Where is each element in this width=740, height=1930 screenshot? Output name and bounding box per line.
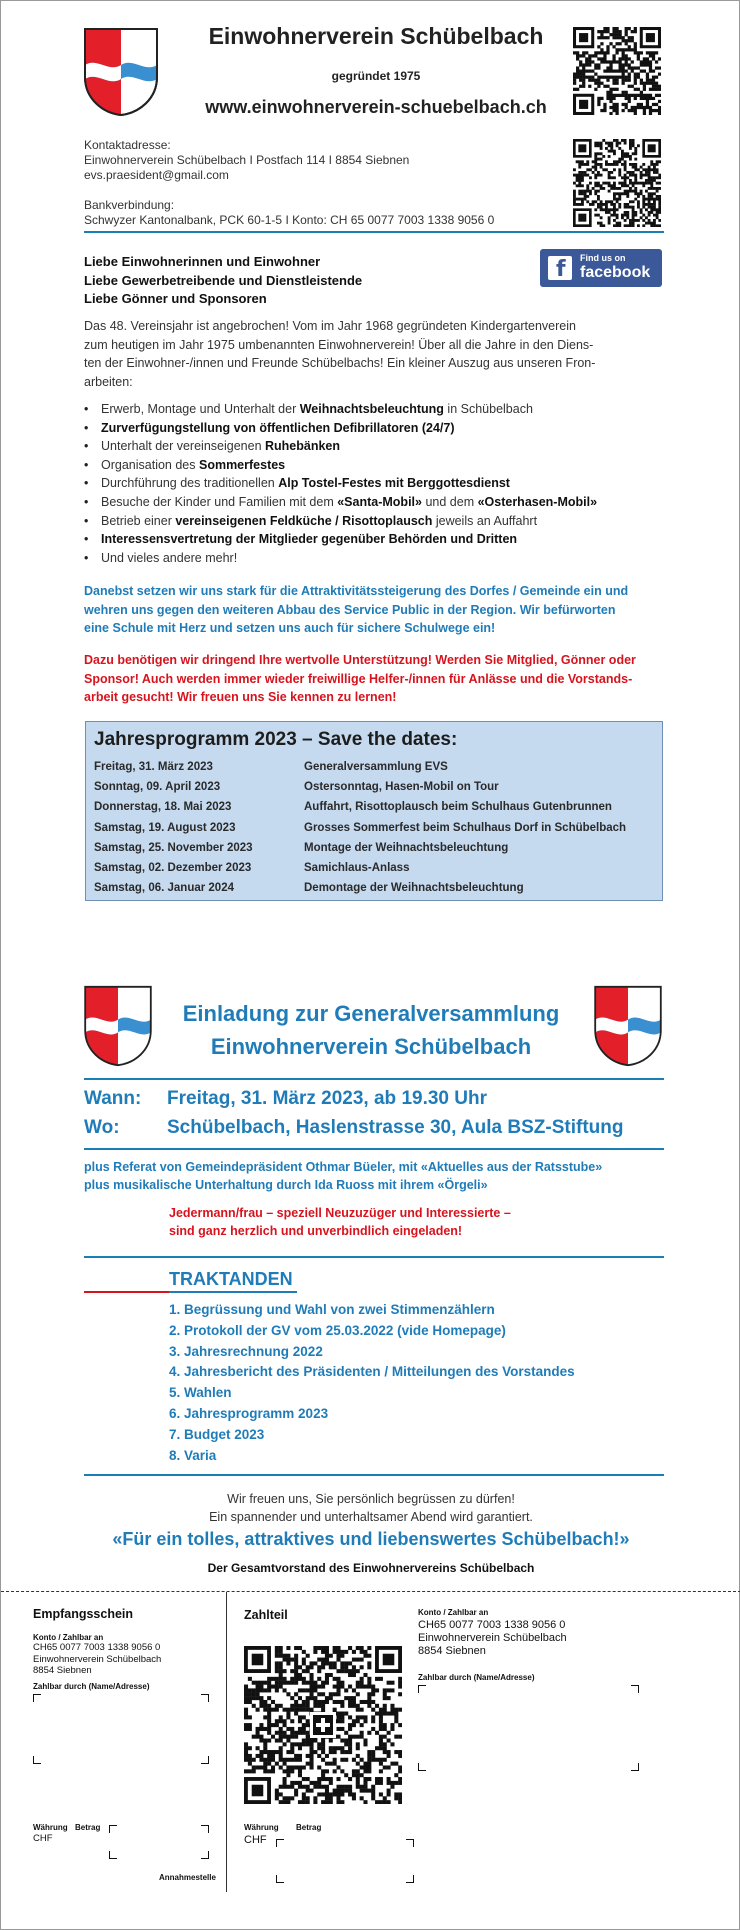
- activity-item: [101, 493, 681, 512]
- receipt-amount-label: Betrag: [75, 1823, 101, 1832]
- activity-highlight: «Santa-Mobil»: [337, 494, 422, 509]
- field-corner: [276, 1875, 284, 1883]
- welcome-line: sind ganz herzlich und unverbindlich eingeladen!: [169, 1224, 463, 1238]
- agenda-item: 4. Jahresbericht des Präsidenten / Mitteilungen des Vorstandes: [169, 1364, 575, 1380]
- field-corner: [33, 1694, 41, 1702]
- agenda-item: 2. Protokoll der GV vom 25.03.2022 (vide Homepage): [169, 1322, 506, 1338]
- payment-currency: CHF: [244, 1834, 267, 1846]
- greeting-line: Liebe Gönner und Sponsoren: [84, 291, 267, 306]
- when-label: Wann:: [84, 1088, 142, 1109]
- coat-of-arms-icon: [83, 27, 159, 117]
- field-corner: [631, 1685, 639, 1693]
- activity-text: Betrieb einer: [101, 513, 176, 528]
- swiss-cross-frame: [310, 1712, 336, 1738]
- field-corner: [418, 1685, 426, 1693]
- activity-highlight: Ruhebänken: [265, 439, 341, 454]
- program-event: Generalversammlung EVS: [304, 761, 448, 773]
- slip-separator: [226, 1592, 227, 1892]
- field-corner: [109, 1851, 117, 1859]
- where-label: Wo:: [84, 1117, 120, 1138]
- receipt-currency-label: Währung: [33, 1823, 68, 1832]
- extra-line: plus Referat von Gemeindepräsident Othmar Büeler, mit «Aktuelles aus der Ratsstube»: [84, 1160, 603, 1174]
- intro-line: zum heutigen im Jahr 1975 umbenannten Einwohnerverein! Über all die Jahre in den Diens-: [84, 337, 594, 352]
- receipt-payer-label: Zahlbar durch (Name/Adresse): [33, 1682, 150, 1691]
- program-date: Samstag, 25. November 2023: [94, 841, 253, 854]
- program-date: Samstag, 06. Januar 2024: [94, 882, 234, 895]
- activity-highlight: vereinseigenen Feldküche / Risottoplausch: [175, 513, 433, 528]
- activity-text: und dem: [421, 494, 478, 509]
- program-title: Jahresprogramm 2023 – Save the dates:: [94, 729, 458, 750]
- bank-label: Bankverbindung:: [84, 198, 175, 212]
- activity-highlight: Interessensvertretung der Mitglieder gegenüber Behörden und Dritten: [101, 532, 518, 547]
- contact-email[interactable]: evs.praesident@gmail.com: [84, 168, 229, 182]
- appeal-line: Sponsor! Auch werden immer wieder freiwillige Helfer-/innen für Anlässe und die Vorstands-: [84, 671, 633, 686]
- activity-item: [101, 400, 681, 419]
- qr-code-website-icon: [573, 27, 661, 115]
- divider: [84, 1078, 664, 1080]
- activity-highlight: Alp Tostel-Festes mit Berggottesdienst: [278, 476, 510, 491]
- welcome-line: Jedermann/frau – speziell Neuzuzüger und Interessierte –: [169, 1206, 511, 1220]
- field-corner: [276, 1839, 284, 1847]
- activity-text: jeweils an Auffahrt: [432, 513, 538, 528]
- closing-line: Ein spannender und unterhaltsamer Abend wird garantiert.: [209, 1510, 533, 1524]
- intro-line: arbeiten:: [84, 374, 133, 389]
- facebook-f-icon: f: [548, 256, 572, 280]
- activity-text: Unterhalt der vereinseigenen: [101, 439, 265, 454]
- payment-account-label: Konto / Zahlbar an: [418, 1608, 489, 1617]
- agenda-underline-red: [84, 1291, 169, 1293]
- facebook-find-text: Find us on: [580, 253, 626, 263]
- mission-paragraph: [84, 582, 666, 638]
- invitation-subtitle: Einwohnerverein Schübelbach: [210, 1034, 532, 1059]
- field-corner: [631, 1763, 639, 1771]
- program-event: Samichlaus-Anlass: [304, 862, 410, 874]
- receipt-account: [33, 1642, 161, 1677]
- field-corner: [201, 1825, 209, 1833]
- program-extras: [84, 1158, 602, 1194]
- activity-item: [101, 549, 681, 568]
- club-title: Einwohnerverein Schübelbach: [208, 23, 544, 49]
- founded-text: gegründet 1975: [331, 69, 421, 83]
- field-corner: [406, 1875, 414, 1883]
- payment-account-number: CH65 0077 7003 1338 9056 0: [418, 1619, 566, 1631]
- agenda-title: TRAKTANDEN: [169, 1269, 293, 1289]
- activity-text: Besuche der Kinder und Familien mit dem: [101, 494, 338, 509]
- mission-line: wehren uns gegen den weiteren Abbau des Service Public in der Region. Wir befürworten: [84, 602, 616, 617]
- field-corner: [201, 1851, 209, 1859]
- payment-amount-label: Betrag: [296, 1823, 322, 1832]
- divider: [84, 1256, 664, 1258]
- agenda-item: 5. Wahlen: [169, 1385, 232, 1401]
- intro-paragraph: [84, 317, 666, 391]
- receipt-account-city: 8854 Siebnen: [33, 1665, 92, 1676]
- annual-program-box: [85, 721, 663, 901]
- receipt-title: Empfangsschein: [33, 1607, 134, 1621]
- where-value: Schübelbach, Haslenstrasse 30, Aula BSZ-Stiftung: [167, 1117, 624, 1138]
- contact-block: [84, 138, 494, 228]
- divider: [84, 231, 664, 233]
- program-event: Montage der Weihnachtsbeleuchtung: [304, 841, 509, 854]
- activity-text: Organisation des: [101, 457, 199, 472]
- program-event: Auffahrt, Risottoplausch beim Schulhaus Gutenbrunnen: [304, 801, 612, 814]
- program-date: Freitag, 31. März 2023: [94, 761, 213, 773]
- appeal-paragraph: [84, 651, 666, 707]
- activity-highlight: Weihnachtsbeleuchtung: [299, 402, 444, 416]
- activity-item: [101, 437, 681, 456]
- agenda-item: 3. Jahresrechnung 2022: [169, 1343, 323, 1359]
- receipt-account-name: Einwohnerverein Schübelbach: [33, 1653, 162, 1665]
- qr-code-facebook-icon: [573, 139, 661, 227]
- greeting-line: Liebe Einwohnerinnen und Einwohner: [84, 254, 321, 269]
- extra-line: plus musikalische Unterhaltung durch Ida Ruoss mit ihrem «Örgeli»: [84, 1178, 488, 1192]
- activity-item: [101, 456, 681, 475]
- intro-line: Das 48. Vereinsjahr ist angebrochen! Vom im Jahr 1968 gegründeten Kindergartenverein: [84, 319, 576, 333]
- payment-currency-label: Währung: [244, 1823, 279, 1832]
- activity-highlight: «Osterhasen-Mobil»: [477, 494, 598, 509]
- activity-highlight: Zurverfügungstellung von öffentlichen Defibrillatoren (24/7): [101, 420, 455, 435]
- program-date: Samstag, 19. August 2023: [94, 821, 236, 834]
- program-event: Demontage der Weihnachtsbeleuchtung: [304, 882, 524, 895]
- field-corner: [33, 1756, 41, 1764]
- program-event: Grosses Sommerfest beim Schulhaus Dorf in Schübelbach: [304, 821, 627, 834]
- program-event: Ostersonntag, Hasen-Mobil on Tour: [304, 781, 499, 794]
- intro-line: ten der Einwohner-/innen und Freunde Schübelbachs! Ein kleiner Auszug aus unseren Fron-: [84, 356, 596, 370]
- payment-payer-label: Zahlbar durch (Name/Adresse): [418, 1673, 535, 1682]
- activity-item: [101, 530, 681, 549]
- swiss-cross-icon: [313, 1715, 333, 1735]
- payment-account-name: Einwohnerverein Schübelbach: [418, 1632, 567, 1644]
- agenda-item: 1. Begrüssung und Wahl von zwei Stimmenzählern: [169, 1302, 495, 1317]
- contact-address: Einwohnerverein Schübelbach I Postfach 114 I 8854 Siebnen: [84, 153, 410, 167]
- program-date: Donnerstag, 18. Mai 2023: [94, 801, 232, 814]
- when-row: [84, 1088, 487, 1110]
- facebook-button[interactable]: [540, 249, 662, 287]
- receipt-account-number: CH65 0077 7003 1338 9056 0: [33, 1642, 161, 1653]
- agenda-item: 8. Varia: [169, 1447, 217, 1463]
- appeal-line: Dazu benötigen wir dringend Ihre wertvolle Unterstützung! Werden Sie Mitglied, Gönner oder: [84, 653, 636, 667]
- field-corner: [418, 1763, 426, 1771]
- coat-of-arms-right-icon: [593, 985, 663, 1067]
- payment-account-city: 8854 Siebnen: [418, 1645, 486, 1657]
- where-row: [84, 1117, 624, 1139]
- agenda-item: 6. Jahresprogramm 2023: [169, 1406, 329, 1421]
- field-corner: [201, 1756, 209, 1764]
- bank-details: Schwyzer Kantonalbank, PCK 60-1-5 I Konto: CH 65 0077 7003 1338 9056 0: [84, 213, 495, 227]
- field-corner: [406, 1839, 414, 1847]
- agenda-item: 7. Budget 2023: [169, 1426, 265, 1442]
- activity-text: Erwerb, Montage und Unterhalt der: [101, 402, 300, 416]
- activity-text: Und vieles andere mehr!: [101, 550, 238, 565]
- receipt-account-label: Konto / Zahlbar an: [33, 1633, 104, 1642]
- payment-account: [418, 1619, 567, 1658]
- activity-item: [101, 419, 681, 438]
- payment-part-title: Zahlteil: [244, 1608, 288, 1622]
- closing-line: Wir freuen uns, Sie persönlich begrüssen zu dürfen!: [227, 1492, 515, 1506]
- mission-line: eine Schule mit Herz und setzen uns auch für sichere Schulwege ein!: [84, 621, 496, 635]
- divider: [84, 1148, 664, 1150]
- greeting-block: [84, 253, 362, 309]
- divider: [84, 1474, 664, 1476]
- activity-highlight: Sommerfestes: [198, 457, 286, 472]
- acceptance-point: Annahmestelle: [159, 1873, 216, 1882]
- facebook-word: facebook: [580, 264, 651, 281]
- field-corner: [201, 1694, 209, 1702]
- field-corner: [109, 1825, 117, 1833]
- receipt-currency: CHF: [33, 1833, 53, 1844]
- signature: Der Gesamtvorstand des Einwohnervereins Schübelbach: [207, 1561, 535, 1575]
- contact-label: Kontaktadresse:: [84, 138, 171, 152]
- agenda-underline-blue: [169, 1291, 297, 1293]
- activity-item: [101, 512, 681, 531]
- when-value: Freitag, 31. März 2023, ab 19.30 Uhr: [167, 1088, 487, 1109]
- activity-text: in Schübelbach: [443, 402, 533, 416]
- activities-list: [101, 400, 681, 567]
- perforation-line: [1, 1591, 740, 1592]
- program-date: Samstag, 02. Dezember 2023: [94, 862, 252, 874]
- activity-text: Durchführung des traditionellen: [101, 476, 279, 491]
- appeal-line: arbeit gesucht! Wir freuen uns Sie kennen zu lernen!: [84, 690, 397, 704]
- website-link[interactable]: www.einwohnerverein-schuebelbach.ch: [205, 97, 547, 117]
- activity-item: [101, 474, 681, 493]
- program-date: Sonntag, 09. April 2023: [94, 781, 221, 794]
- invitation-title: Einladung zur Generalversammlung: [182, 1001, 560, 1026]
- welcome-note: [169, 1204, 511, 1240]
- coat-of-arms-left-icon: [83, 985, 153, 1067]
- mission-line: Danebst setzen wir uns stark für die Attraktivitätssteigerung des Dorfes / Gemeinde ein und: [84, 584, 629, 598]
- slogan: «Für ein tolles, attraktives und liebenswertes Schübelbach!»: [112, 1529, 630, 1549]
- greeting-line: Liebe Gewerbetreibende und Dienstleistende: [84, 272, 363, 288]
